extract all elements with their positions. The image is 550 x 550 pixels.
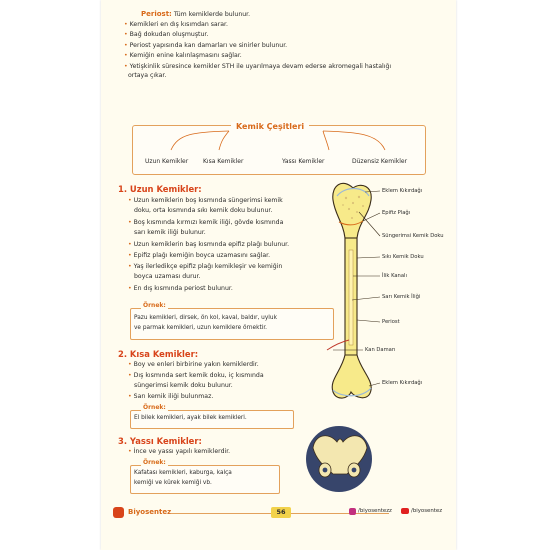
example-label: Örnek: — [143, 404, 166, 411]
long-line: • Uzun kemiklerin boş kısmında süngerimsi kemik — [128, 197, 283, 206]
periost-bullet: • Bağ dokudan oluşmuştur. — [124, 31, 208, 40]
bone-types-title: Kemik Çeşitleri — [231, 122, 309, 131]
long-line: doku, orta kısmında sıkı kemik doku bulunur. — [134, 207, 273, 214]
long-line: • En dış kısmında periost bulunur. — [128, 285, 233, 294]
section-heading-long: 1. Uzun Kemikler: — [118, 184, 202, 194]
instagram-icon — [349, 508, 356, 515]
bone-illustration — [327, 183, 371, 398]
example-label: Örnek: — [143, 459, 166, 466]
bone-type-flat: Yassı Kemikler — [282, 158, 325, 165]
long-line: sarı kemik iliği bulunur. — [134, 229, 206, 236]
example-text: Pazu kemikleri, dirsek, ön kol, kaval, baldır, uyluk — [134, 315, 277, 321]
instagram-handle: /biyosentezz — [358, 508, 392, 514]
example-text: ve parmak kemikleri, uzun kemiklere örnektir. — [134, 325, 268, 331]
section-heading-short: 2. Kısa Kemikler: — [118, 349, 199, 359]
label-articular-cartilage: Eklem Kıkırdağı — [382, 188, 423, 194]
periost-bullet: • Kemiğin enine kalınlaşmasını sağlar. — [124, 52, 242, 61]
page-number: 56 — [271, 507, 291, 518]
bone-type-short: Kısa Kemikler — [203, 158, 244, 165]
periost-bullet: • Yetişkinlik süresince kemikler STH ile uyarılmaya devam ederse akromegali hastalığı — [124, 63, 391, 72]
label-periosteum: Periost — [382, 319, 400, 325]
youtube-handle: /biyosentez — [411, 508, 443, 514]
label-spongy-bone: Süngerimsi Kemik Doku — [382, 233, 444, 239]
brand-name: Biyosentez — [128, 508, 172, 516]
long-line: • Epifiz plağı kemiğin boyca uzamasını sağlar. — [128, 252, 270, 261]
example-text: Kafatası kemikleri, kaburga, kalça — [134, 470, 232, 476]
periost-title: Periost: — [141, 10, 172, 18]
long-line: • Uzun kemiklerin baş kısmında epifiz plağı bulunur. — [128, 241, 289, 250]
label-compact-bone: Sıkı Kemik Doku — [382, 254, 424, 260]
flat-line: • İnce ve yassı yapılı kemiklerdir. — [128, 448, 230, 457]
youtube-icon — [401, 508, 409, 514]
periost-bullet: • Periost yapısında kan damarları ve sinirler bulunur. — [124, 42, 287, 51]
pelvis-illustration — [306, 426, 372, 492]
bone-type-irregular: Düzensiz Kemikler — [352, 158, 408, 165]
periost-title-rest: Tüm kemiklerde bulunur. — [173, 11, 251, 18]
short-line: • Dış kısmında sert kemik doku, iç kısmında — [128, 372, 264, 381]
page-footer — [101, 505, 456, 521]
short-line: • Sarı kemik iliği bulunmaz. — [128, 393, 213, 402]
label-articular-cartilage-lower: Eklem Kıkırdağı — [382, 380, 423, 386]
label-epiphyseal-plate: Epifiz Plağı — [382, 210, 411, 216]
example-label: Örnek: — [143, 302, 166, 309]
example-text: kemiği ve kürek kemiği vb. — [134, 480, 212, 486]
bone-type-long: Uzun Kemikler — [145, 158, 189, 165]
example-text: El bilek kemikleri, ayak bilek kemikleri. — [134, 415, 247, 421]
long-line: • Yaş ilerledikçe epifiz plağı kemikleşir ve kemiğin — [128, 263, 282, 272]
label-medullary-cavity: İlik Kanalı — [382, 273, 407, 279]
periost-bullet-cont: ortaya çıkar. — [128, 72, 167, 79]
periost-bullet: • Kemikleri en dış kısımdan sarar. — [124, 21, 228, 30]
label-blood-vessel: Kan Damarı — [365, 347, 396, 353]
long-line: • Boş kısmında kırmızı kemik iliği, gövde kısmında — [128, 219, 283, 228]
label-yellow-marrow: Sarı Kemik İliği — [382, 294, 421, 300]
short-line: süngerimsi kemik doku bulunur. — [134, 382, 233, 389]
long-line: boyca uzaması durur. — [134, 273, 201, 280]
short-line: • Boy ve enleri birbirine yakın kemiklerdir. — [128, 361, 259, 370]
textbook-page — [101, 0, 456, 550]
brand-logo-icon — [113, 507, 124, 518]
section-heading-flat: 3. Yassı Kemikler: — [118, 436, 202, 446]
